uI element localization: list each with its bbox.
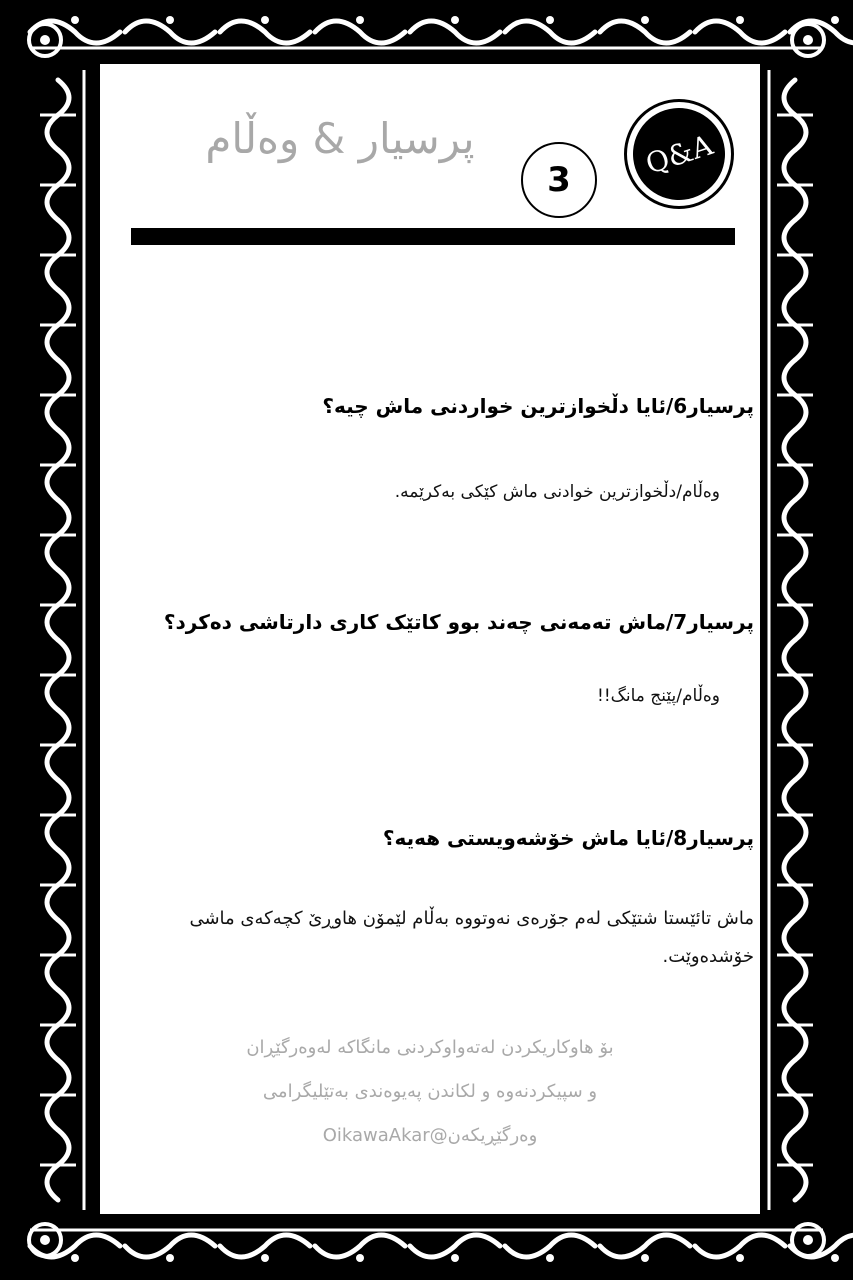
question-8: پرسیار8/ئایا ماش خۆشەویستی هەیە؟ — [382, 826, 754, 850]
qa-logo-text: Q&A — [621, 96, 737, 212]
credit-line-1: بۆ هاوکاریکردن لەتەواوکردنی مانگاکە لەوەرگێڕان — [246, 1037, 614, 1058]
header-divider — [131, 228, 735, 245]
page-number-badge: 3 — [521, 142, 597, 218]
answer-6: وەڵام/دڵخوازترین خوادنی ماش کێکی بەکرێمە. — [394, 482, 720, 502]
answer-7: وەڵام/پێنج مانگ!! — [597, 686, 720, 706]
question-7: پرسیار7/ماش تەمەنی چەند بوو کاتێک کاری دارتاشی دەکرد؟ — [163, 610, 754, 634]
content-panel — [100, 64, 760, 1214]
page-title: پرسیار & وەڵام — [205, 114, 475, 163]
credit-line-2: و سپیکردنەوە و لکاندن پەیوەندی بەتێلیگرامی — [262, 1081, 598, 1102]
qa-logo-badge — [624, 99, 734, 209]
question-6: پرسیار6/ئایا دڵخوازترین خواردنی ماش چیە؟ — [322, 394, 754, 418]
credit-line-3: وەرگێڕیکەن@OikawaAkar — [322, 1125, 538, 1146]
answer-8: ماش تائێستا شتێکی لەم جۆرەی نەوتووە بەڵام لێمۆن هاوڕێ کچەکەی ماشی خۆشدەوێت. — [189, 908, 754, 967]
translator-credit — [160, 1026, 700, 1158]
